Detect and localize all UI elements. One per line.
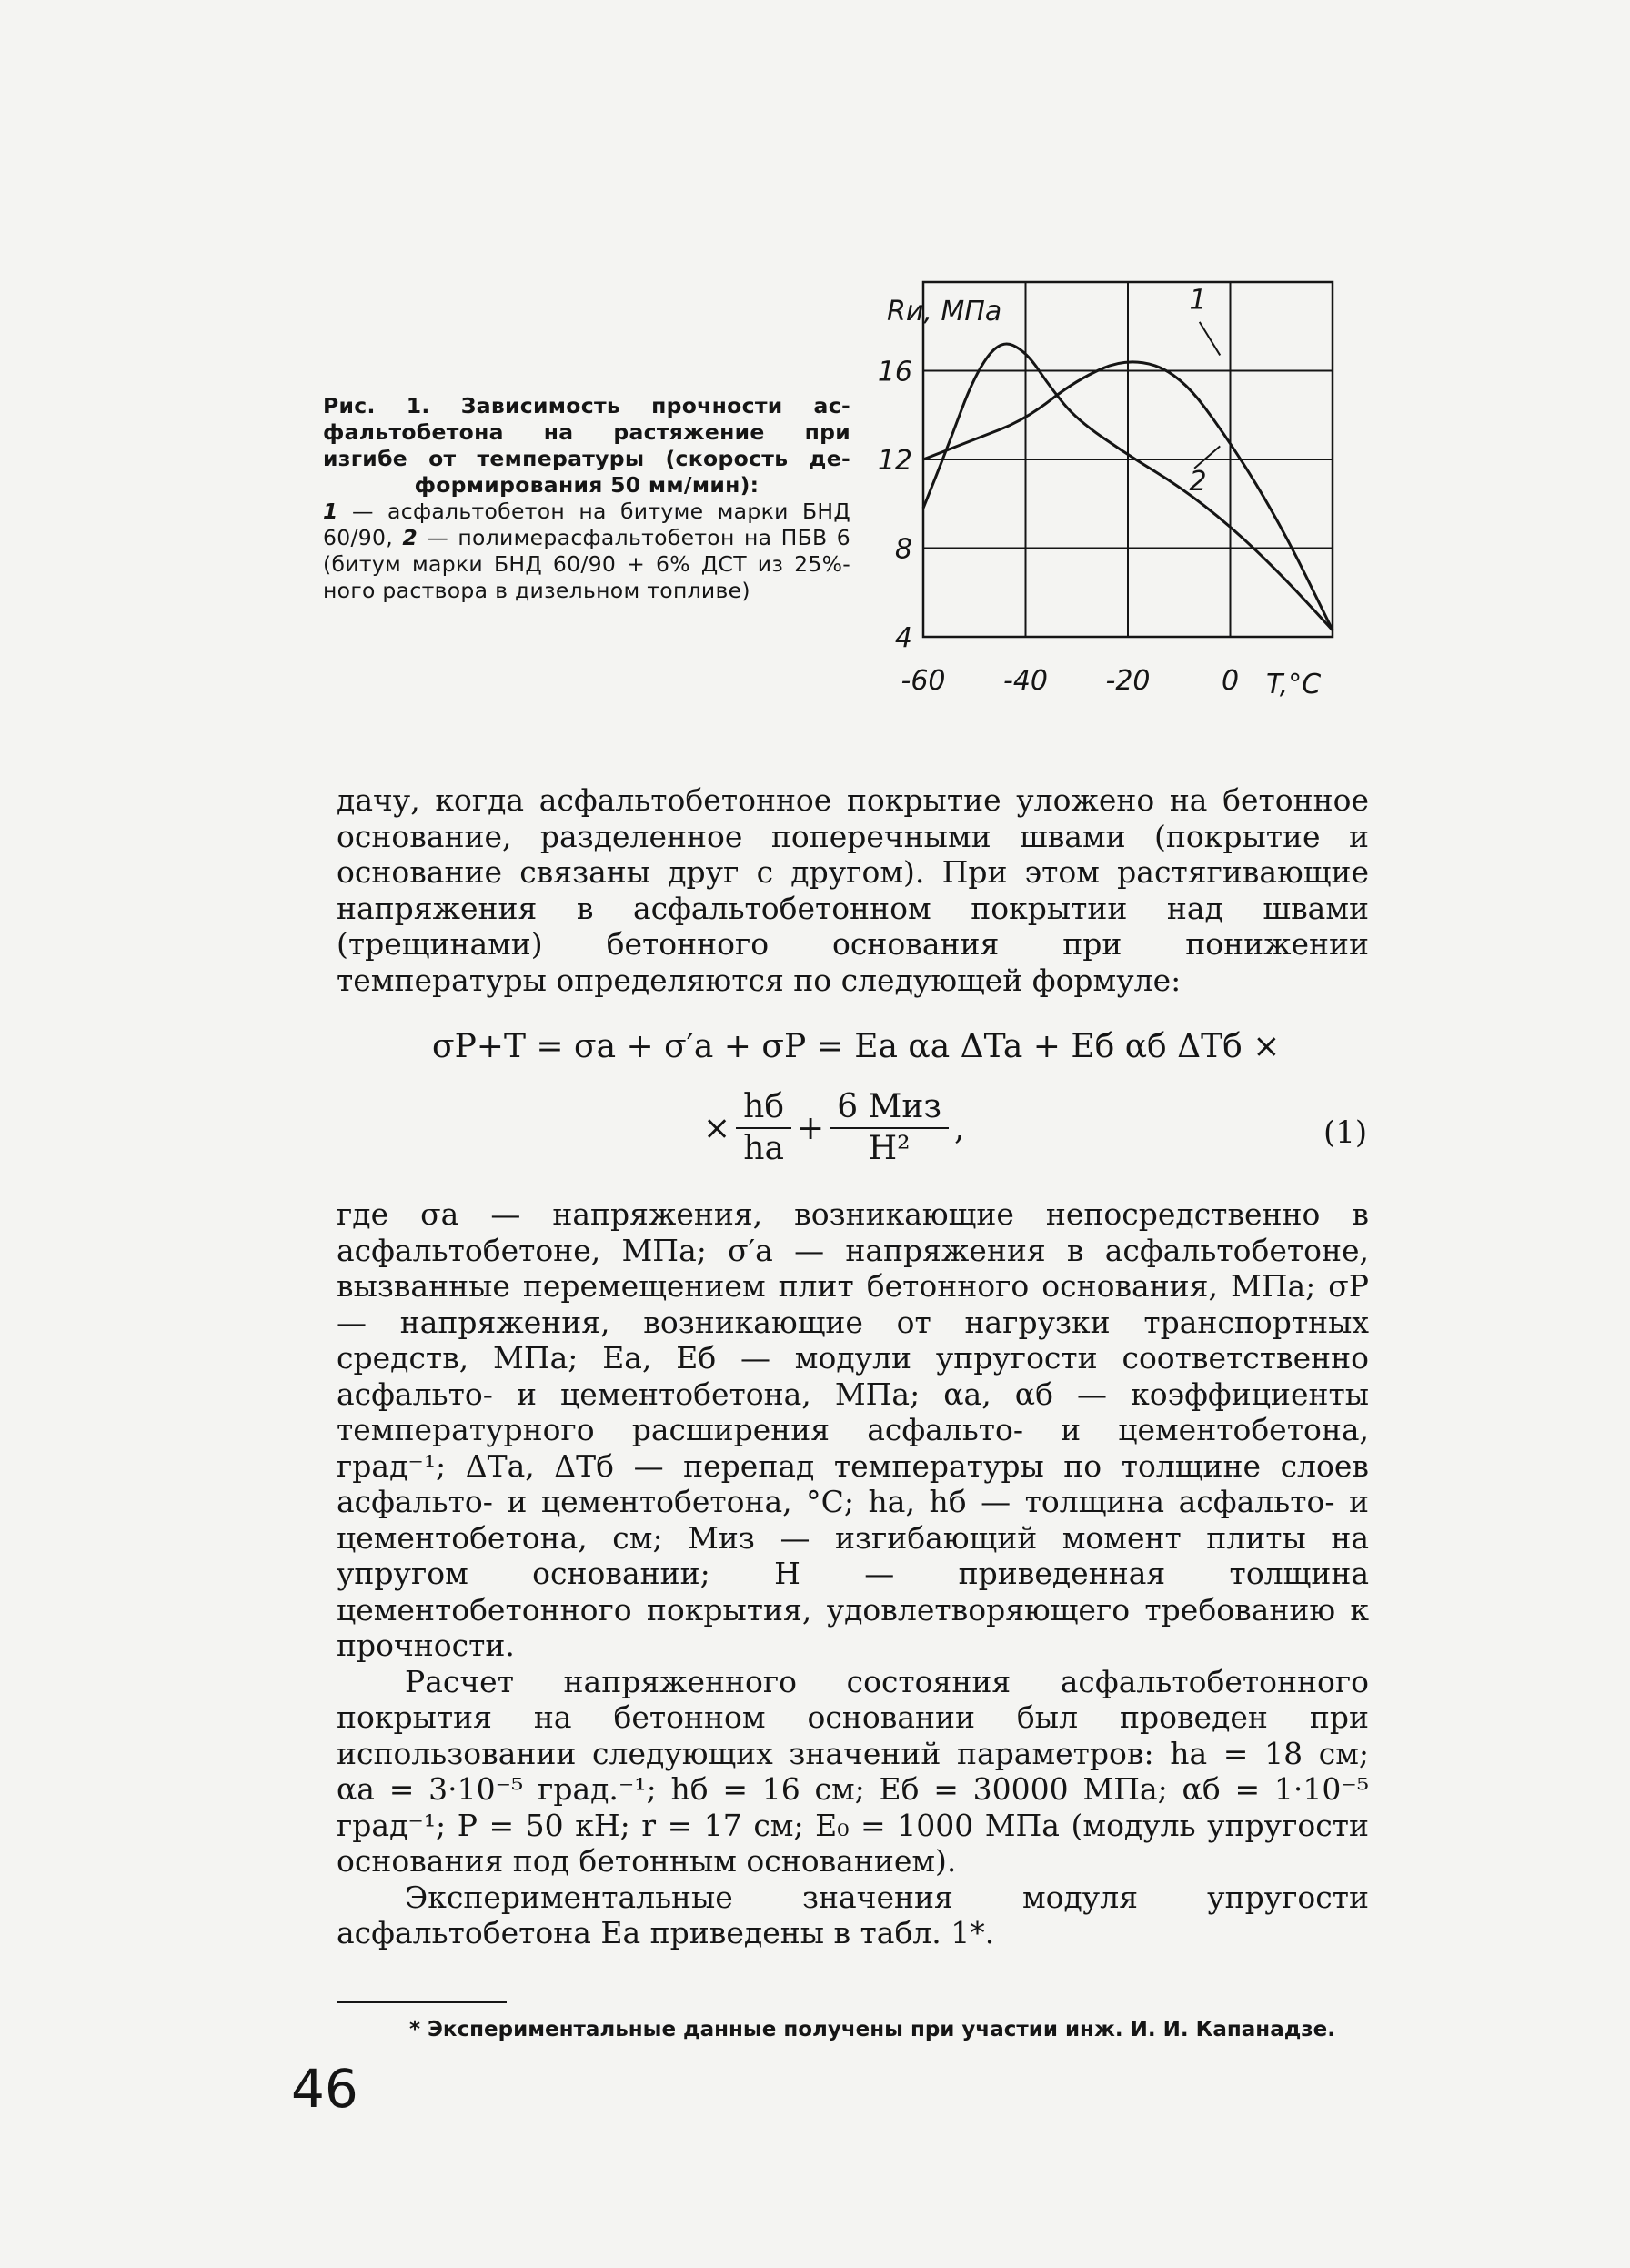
page-number: 46: [291, 2058, 358, 2120]
x-tick-label: -60: [901, 665, 946, 697]
paragraph-definitions: где σа — напряжения, возникающие непосредственно в асфальтобетоне, МПа; σ′а — напряжения в асфальтобетоне, вызванные перемещением плит бетонного основания, МПа; σP — напряжения, возникающие от нагрузки транспортных средств, МПа; Eа, Eб — модули упругости соответственно асфальто- и цементобетона, МПа; αа, αб — коэффициенты температурного расширения асфальто- и цементобетона, град⁻¹; ΔTа, ΔTб — перепад температуры по толщине слоев асфальто- и цементобетона, °С; hа, hб — толщина асфальто- и цементобетона, см; Mиз — изгибающий момент плиты на упругом основании; H — приведенная толщина цементобетонного покрытия, удовлетворяющего требованию к прочности.: [337, 1196, 1369, 1663]
caption-line: фальтобетона на растяжение при: [323, 419, 850, 445]
legend-number: 1: [323, 499, 338, 524]
paragraph-experimental: Экспериментальные значения модуля упругости асфальтобетона Eа приведены в табл. 1*.: [337, 1879, 1369, 1950]
formula-times: ×: [703, 1109, 731, 1147]
fraction-thickness: [736, 1087, 791, 1169]
figure-caption: [323, 393, 850, 604]
legend-text: — полимерасфальтобетон на ПБВ 6 (битум марки БНД 60/90 + 6% ДСТ из 25%-ного раствора в дизельном топливе): [323, 525, 851, 603]
x-tick-label: -20: [1105, 665, 1151, 697]
caption-line: изгибе от температуры (скорость де-: [323, 446, 850, 471]
formula-plus: +: [797, 1109, 825, 1147]
fraction-denominator: hа: [743, 1130, 784, 1167]
x-tick-label: 0: [1221, 665, 1240, 697]
fraction-numerator: 6 Mиз: [830, 1087, 949, 1129]
curve-label-2: 2: [1189, 466, 1207, 499]
fraction-moment: [830, 1087, 949, 1169]
formula-text: σP+T = σa + σ′a + σP = Ea αa ΔTa + Eб αб ΔTб ×: [432, 1028, 1281, 1065]
y-tick-label: 12: [877, 445, 912, 477]
x-axis-label: T,°C: [1266, 669, 1322, 701]
y-axis-label: Rи, МПа: [887, 296, 1002, 328]
caption-legend: [323, 499, 850, 604]
paragraphs-main: [337, 1196, 1369, 1951]
legend-number: 2: [402, 525, 418, 550]
fraction-numerator: hб: [736, 1087, 791, 1129]
chart-grid: [923, 282, 1333, 637]
curve-label-1: 1: [1189, 284, 1207, 317]
paragraph-intro: [337, 782, 1369, 998]
fraction-denominator: H²: [868, 1130, 911, 1167]
formula-line-2: [703, 1087, 965, 1169]
formula-line-1: [432, 1028, 1280, 1065]
strength-temperature-chart: [873, 264, 1346, 710]
legend-text: — асфальтобетон на битуме марки БНД 60/90,: [323, 499, 850, 550]
y-tick-label: 16: [877, 356, 912, 388]
curve-label-1-leader: [1200, 322, 1221, 356]
paragraph-parameters: Расчет напряженного состояния асфальтобетонного покрытия на бетонном основании был проведен при использовании следующих значений параметров: hа = 18 см; αа = 3·10⁻⁵ град.⁻¹; hб = 16 см; Eб = 30000 МПа; αб = 1·10⁻⁵ град⁻¹; P = 50 кН; r = 17 см; E₀ = 1000 МПа (модуль упругости основания под бетонным основанием).: [337, 1663, 1369, 1879]
x-tick-label: -40: [1003, 665, 1048, 697]
footnote-divider: [337, 2001, 507, 2003]
footnote: * Экспериментальные данные получены при участии инж. И. И. Капанадзе.: [409, 2018, 1335, 2041]
chart-ticks: [878, 357, 1239, 698]
y-tick-label: 4: [894, 622, 912, 654]
y-tick-label: 8: [894, 533, 912, 566]
equation-number: (1): [1323, 1114, 1368, 1151]
caption-line: формирования 50 мм/мин):: [414, 472, 760, 498]
caption-line: Рис. 1. Зависимость прочности ас-: [323, 393, 850, 418]
curve-label-2-leader: [1194, 446, 1220, 468]
paragraph-text: дачу, когда асфальтобетонное покрытие уложено на бетонное основание, разделенное поперечными швами (покрытие и основание связаны друг с другом). При этом растягивающие напряжения в асфальтобетонном покрытии над швами (трещинами) бетонного основания при понижении температуры определяются по следующей формуле:: [337, 782, 1369, 998]
formula-comma: ,: [954, 1109, 965, 1147]
